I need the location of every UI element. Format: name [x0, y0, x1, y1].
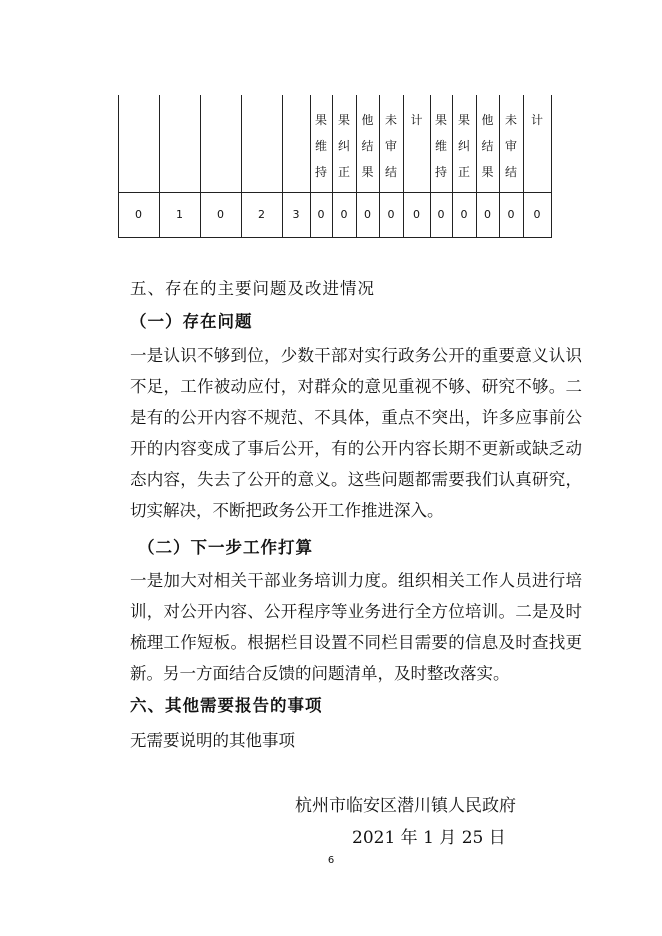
table-header-char: 果 [434, 113, 447, 127]
section-6-title: 六、其他需要报告的事项 [130, 696, 323, 715]
table-value-cell: 0 [460, 208, 468, 221]
table-value-cell: 0 [413, 208, 420, 221]
table-vline [159, 95, 160, 237]
table-header-char: 纠 [457, 139, 470, 153]
table-header-cell [380, 107, 402, 185]
table-header-char: 果 [361, 165, 374, 179]
table-value-cell: 0 [217, 208, 224, 221]
table-value-cell: 0 [317, 208, 325, 221]
table-header-char: 结 [361, 139, 374, 153]
table-header-cell [526, 107, 548, 133]
table-value-cell: 2 [258, 208, 265, 221]
table-value-cell: 0 [533, 208, 541, 221]
table-header-char: 果 [314, 113, 327, 127]
table-header-char: 正 [457, 165, 470, 179]
table-header-char: 未 [384, 113, 397, 127]
section-5-title: 五、存在的主要问题及改进情况 [130, 279, 375, 298]
table-header-char: 正 [337, 165, 350, 179]
table-vline [118, 95, 119, 237]
table-value-cell: 3 [292, 208, 300, 221]
table-header-char: 他 [361, 113, 374, 127]
table-header-char: 纠 [337, 139, 350, 153]
table-header-char: 持 [314, 165, 327, 179]
table-header-cell [333, 107, 355, 185]
section-5-2-text: 一是加大对相关干部业务培训力度。组织相关工作人员进行培训，对公开内容、公开程序等业务进行全方位培训。二是及时梳理工作短板。根据栏目设置不同栏目需要的信息及时查找更新。另一方面结合反馈的问题清单，及时整改落实。 [130, 571, 582, 683]
table-header-char: 维 [434, 139, 447, 153]
table-header-char: 审 [504, 139, 517, 153]
table-value-cell: 0 [507, 208, 515, 221]
signature-org: 杭州市临安区潜川镇人民政府 [295, 796, 516, 816]
table-value-cell: 1 [176, 208, 183, 221]
table-header-cell [357, 107, 379, 185]
table-value-cell: 0 [484, 208, 491, 221]
table-header-char: 果 [457, 113, 470, 127]
page-number: 6 [327, 855, 335, 866]
table-header-cell [477, 107, 499, 185]
table-value-cell: 0 [387, 208, 395, 221]
table-header-cell [453, 107, 475, 185]
statistics-table [118, 95, 552, 237]
table-header-char: 持 [434, 165, 447, 179]
section-5-2-title: （二）下一步工作打算 [138, 538, 313, 557]
table-header-char: 未 [504, 113, 517, 127]
table-header-char: 计 [530, 113, 543, 127]
table-vline [241, 95, 242, 237]
table-hline [118, 237, 552, 238]
section-5-1-title: （一）存在问题 [130, 312, 253, 331]
table-header-char: 果 [481, 165, 494, 179]
section-6-text: 无需要说明的其他事项 [130, 731, 295, 750]
table-header-char: 他 [481, 113, 494, 127]
table-value-cell: 0 [437, 208, 445, 221]
table-value-cell: 0 [364, 208, 371, 221]
table-value-cell: 0 [340, 208, 348, 221]
table-vline [551, 95, 552, 145]
table-value-cell: 0 [135, 208, 142, 221]
table-header-cell [430, 107, 452, 185]
table-header-cell [406, 107, 428, 133]
signature-date: 2021 年 1 月 25 日 [352, 828, 506, 848]
table-header-char: 结 [481, 139, 494, 153]
section-5-1-text: 一是认识不够到位，少数干部对实行政务公开的重要意义认识不足，工作被动应付，对群众的意见重视不够、研究不够。二是有的公开内容不规范、不具体，重点不突出，许多应事前公开的内容变成了事后公开，有的公开内容长期不更新或缺乏动态内容，失去了公开的意义。这些问题都需要我们认真研究，切实解决，不断把政务公开工作推进深入。 [130, 346, 582, 520]
table-header-char: 计 [410, 113, 423, 127]
table-header-char: 果 [337, 113, 350, 127]
table-hline [118, 192, 552, 193]
table-header-char: 结 [384, 165, 397, 179]
table-vline [200, 95, 201, 237]
table-header-char: 结 [504, 165, 517, 179]
table-header-cell [500, 107, 522, 185]
table-header-char: 维 [314, 139, 327, 153]
table-vline [551, 145, 552, 237]
table-header-cell [310, 107, 332, 185]
table-header-char: 审 [384, 139, 397, 153]
